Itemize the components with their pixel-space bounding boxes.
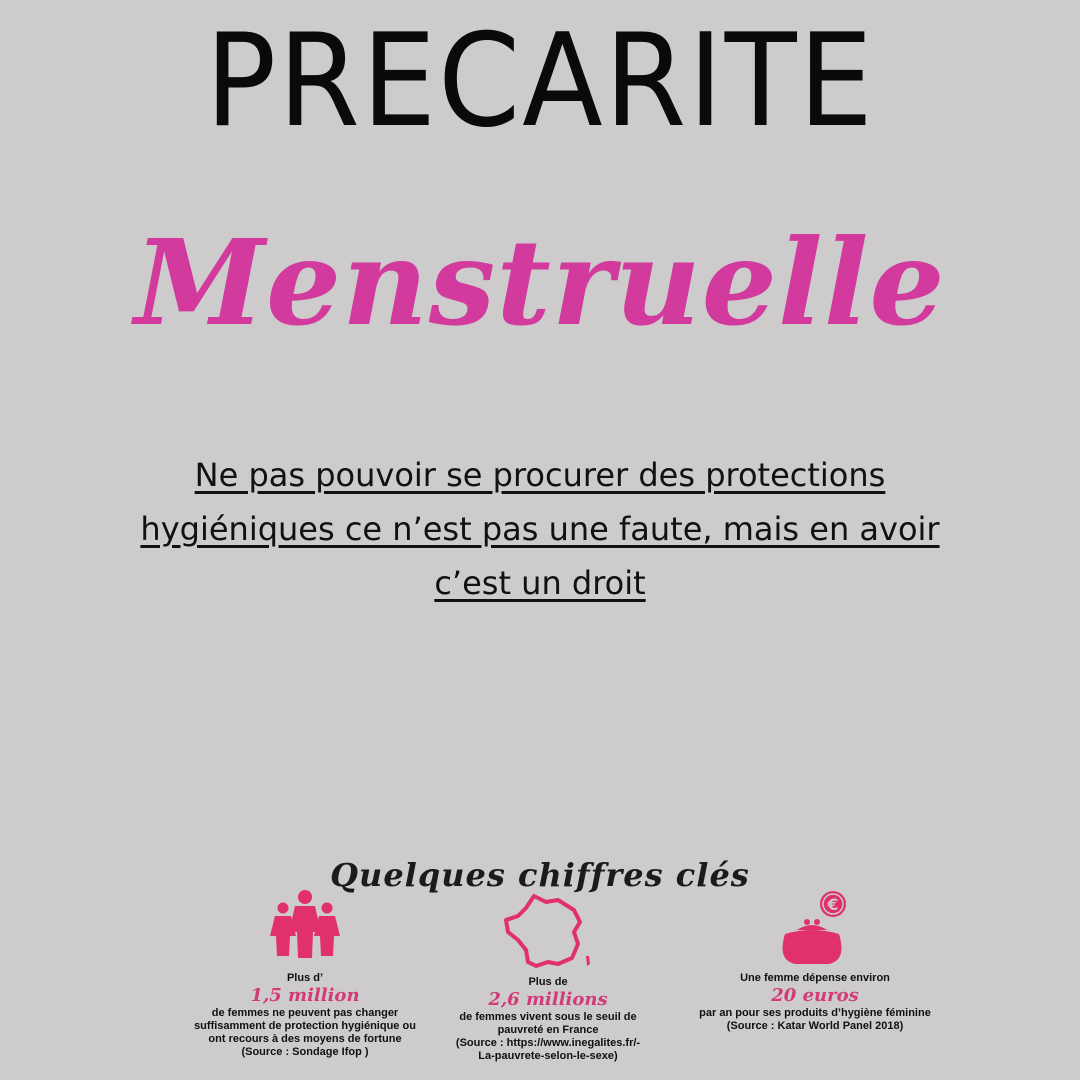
stat-source: (Source : Sondage Ifop ) <box>241 1046 369 1058</box>
slogan: Ne pas pouvoir se procurer des protections hygiéniques ce n’est pas une faute, mais en avoir c’est un droit <box>140 456 940 602</box>
stat-spending <box>680 890 950 1033</box>
stat-text-line: de femmes ne peuvent pas changer <box>211 1007 399 1019</box>
women-group-icon <box>269 888 341 960</box>
stat-source: La-pauvrete-selon-le-sexe) <box>478 1050 618 1062</box>
stat-poverty <box>448 892 648 1063</box>
page-title: PRECARITE <box>205 7 875 156</box>
stat-prefix: Plus de <box>528 976 568 988</box>
france-map-icon <box>500 892 596 972</box>
key-figures-heading: Quelques chiffres clés <box>330 856 750 894</box>
stat-text-line: par an pour ses produits d’hygiène féminine <box>699 1007 931 1019</box>
stat-text-line: pauvreté en France <box>497 1024 599 1036</box>
svg-text:€: € <box>827 895 839 914</box>
page-subtitle: Menstruelle <box>134 213 946 352</box>
stat-value: 1,5 million <box>250 985 360 1006</box>
stat-source: (Source : https://www.inegalites.fr/- <box>455 1037 641 1049</box>
stat-value: 2,6 millions <box>488 989 608 1010</box>
stat-prefix: Plus d’ <box>286 972 324 984</box>
stat-text-line: de femmes vivent sous le seuil de <box>459 1011 637 1023</box>
euro-purse-icon <box>775 890 855 968</box>
stat-text-line: suffisamment de protection hygiénique ou <box>194 1020 416 1032</box>
stat-text-line: ont recours à des moyens de fortune <box>208 1033 402 1045</box>
stat-value: 20 euros <box>771 985 859 1006</box>
stat-prefix: Une femme dépense environ <box>740 972 890 984</box>
stat-women-hygiene <box>175 888 435 1059</box>
stat-source: (Source : Katar World Panel 2018) <box>726 1020 904 1032</box>
